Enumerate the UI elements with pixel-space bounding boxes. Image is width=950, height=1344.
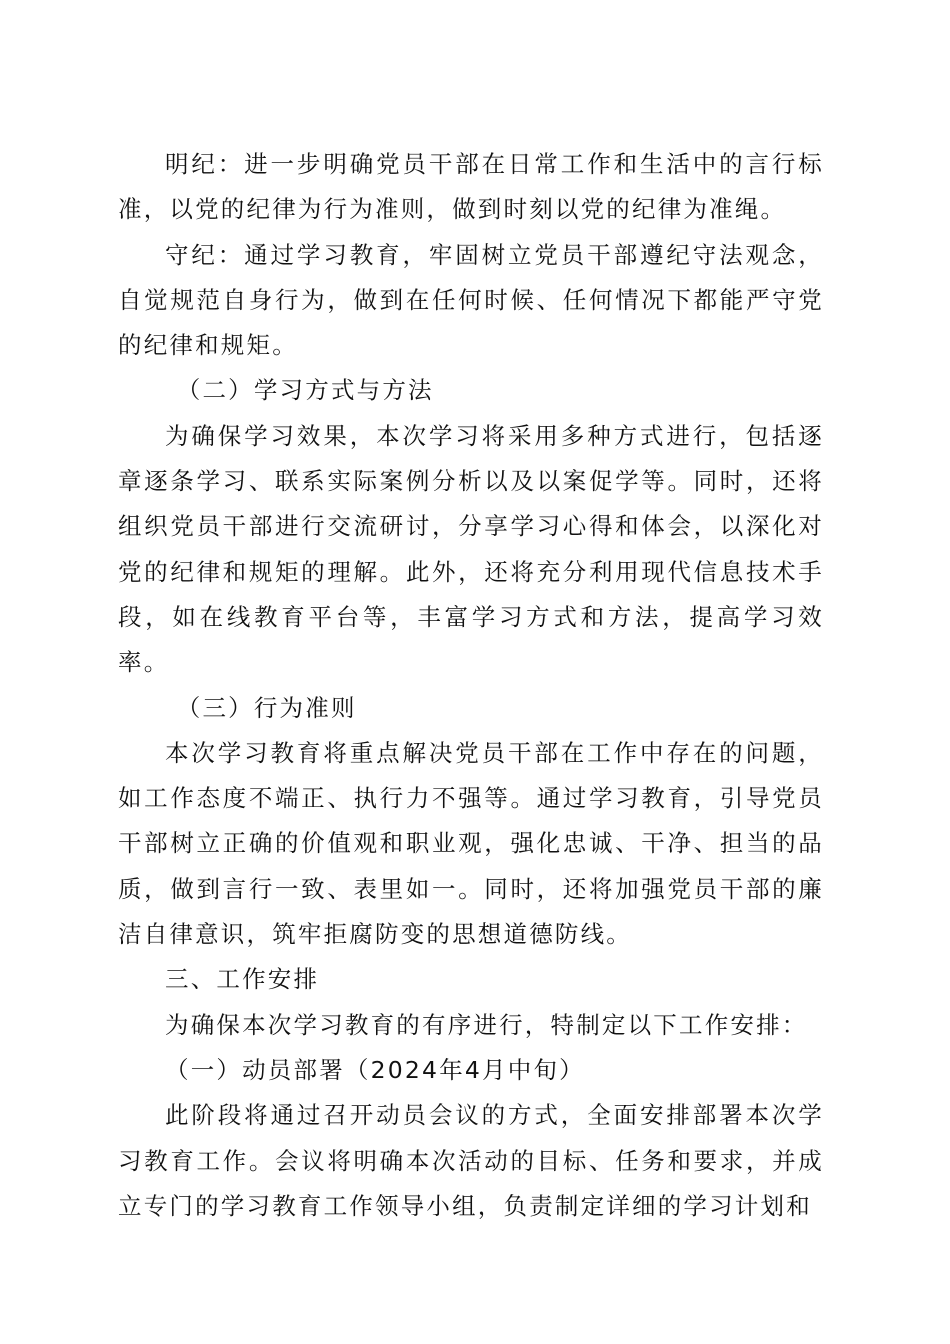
paragraph-shouji: 守纪：通过学习教育，牢固树立党员干部遵纪守法观念，自觉规范自身行为，做到在任何时候、任何情况下都能严守党的纪律和规矩。 xyxy=(118,240,824,360)
section-heading-work-arrangement: 三、工作安排 xyxy=(165,965,320,994)
paragraph-mingji: 明纪：进一步明确党员干部在日常工作和生活中的言行标准，以党的纪律为行为准则，做到时刻以党的纪律为准绳。 xyxy=(118,150,824,224)
section-heading-mobilization: （一）动员部署（2024年4月中旬） xyxy=(165,1055,585,1084)
paragraph-study-methods: 为确保学习效果，本次学习将采用多种方式进行，包括逐章逐条学习、联系实际案例分析以及以案促学等。同时，还将组织党员干部进行交流研讨，分享学习心得和体会，以深化对党的纪律和规矩的理解。此外，还将充分利用现代信息技术手段，如在线教育平台等，丰富学习方式和方法，提高学习效率。 xyxy=(118,421,824,677)
document-body xyxy=(118,142,824,1229)
paragraph-code-of-conduct: 本次学习教育将重点解决党员干部在工作中存在的问题，如工作态度不端正、执行力不强等。通过学习教育，引导党员干部树立正确的价值观和职业观，强化忠诚、干净、担当的品质，做到言行一致、表里如一。同时，还将加强党员干部的廉洁自律意识，筑牢拒腐防变的思想道德防线。 xyxy=(118,738,824,949)
section-heading-study-methods: （二）学习方式与方法 xyxy=(176,376,434,405)
paragraph-work-arrangement-intro: 为确保本次学习教育的有序进行，特制定以下工作安排： xyxy=(165,1010,808,1039)
section-heading-code-of-conduct: （三）行为准则 xyxy=(176,693,357,722)
paragraph-mobilization: 此阶段将通过召开动员会议的方式，全面安排部署本次学习教育工作。会议将明确本次活动的目标、任务和要求，并成立专门的学习教育工作领导小组，负责制定详细的学习计划和 xyxy=(118,1101,824,1220)
